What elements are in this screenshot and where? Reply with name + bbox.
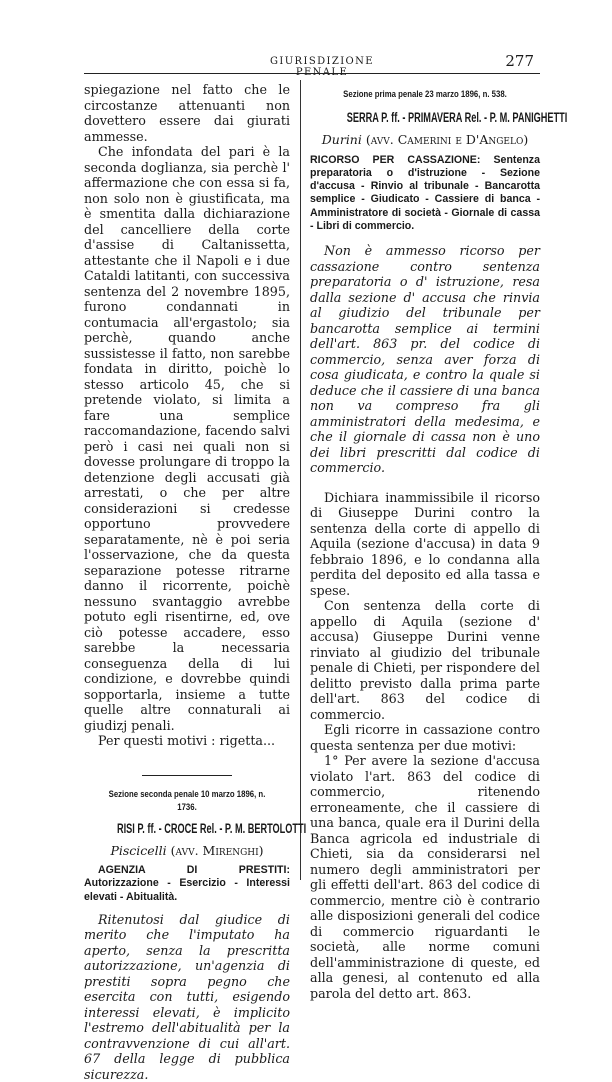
running-title: GIURISDIZIONE PENALE (269, 56, 374, 78)
case-keywords: RICORSO PER CASSAZIONE: Sentenza preparatoria o d'istruzione - Sezione d'accusa - Rinvio al tribunale - Bancarotta semplice - Giudicato - Cassiere di banca - Amministratore di società - Giornale di cassa - Libri di commercio. (310, 153, 540, 232)
case-counsel-line (310, 132, 540, 148)
right-column (310, 88, 568, 1001)
case-parties: RISI P. ff. - CROCE Rel. - P. M. BERTOLOTTI (116, 820, 307, 836)
case-counsel-line (84, 843, 290, 859)
case-keywords: AGENZIA DI PRESTITI: Autorizzazione - Esercizio - Interessi elevati - Abitualità. (84, 864, 290, 903)
right-paragraph-first-ground: 1° Per avere la sezione d'accusa violato l'art. 863 del codice di commercio, ritenendo erroneamente, che il cassiere di una banca, quale era il Durini della Banca agricola ed industriale di Chieti, sia da considerarsi nel numero degli amministratori per gli effetti dell'art. 863 del codice di commercio, mentre ciò è contrario alle disposizioni generali del codice di commercio riguardanti le società, alle norme comuni dell'amministrazione di queste, ed alla genesi, al contenuto ed alla parola del detto art. 863. (310, 753, 540, 1001)
left-column (84, 82, 307, 1082)
right-paragraph-ruling: Dichiara inammissibile il ricorso di Giuseppe Durini contro la sentenza della corte di appello di Aquila (sezione d'accusa) in data 9 febbraio 1896, e lo condanna alla perdita del deposito ed alla tassa e spese. (310, 489, 540, 598)
column-divider (300, 80, 301, 880)
left-paragraph-body: Che infondata del pari è la seconda doglianza, sia perchè l' affermazione che con essa si fa, non solo non è giustificata, ma è smentita dalla dichiarazione del cancelliere della corte d'assise di Caltanissetta, attestante che il Napoli e i due Cataldi latitanti, con successiva sentenza del 2 novembre 1895, furono condannati in contumacia all'ergastolo; sia perchè, quando anche sussistesse il fatto, non sarebbe fondata in diritto, poichè lo stesso articolo 45, che si pretende violato, si limita a fare una semplice raccomandazione, facendo salvi però i casi nei quali non si dovesse prolungare di troppo la detenzione degli accusati già arrestati, o che per altre considerazioni si credesse opportuno provvedere separatamente, nè è poi seria l'osservazione, che da questa separazione potesse ritrarne danno il ricorrente, poichè nessuno svantaggio avrebbe potuto egli risentirne, ed, ove ciò potesse accadere, esso sarebbe la necessaria conseguenza della di lui condizione, e dovrebbe quindi sopportarla, insieme a tutte quelle altre connaturali ai giudizj penali. (84, 144, 290, 733)
page-number: 277 (505, 52, 534, 70)
left-paragraph-closing: Per questi motivi : rigetta... (98, 733, 276, 748)
page-header (84, 52, 540, 78)
case-section-heading: Sezione prima penale 23 marzo 1896, n. 538. (343, 89, 507, 100)
case-maxim: Non è ammesso ricorso per cassazione contro sentenza preparatoria o d' istruzione, resa dalla sezione d' accusa che rinvia al giudizio del tribunale per bancarotta semplice ai termini dell'art. 863 pr. del codice di commercio, senza aver forza di cosa giudicata, e contro la quale si deduce che il cassiere di una banca non va compreso fra gli amministratori della medesima, e che il giornale di cassa non è uno dei libri prescritti dal codice di commercio. (310, 243, 540, 476)
case-section-heading: Sezione seconda penale 10 marzo 1896, n. 1736. (108, 788, 266, 813)
right-paragraph-facts: Con sentenza della corte di appello di Aquila (sezione d' accusa) Giuseppe Durini venne rinviato al giudizio del tribunale penale di Chieti, per rispondere del delitto previsto dalla prima parte dell'art. 863 del codice di commercio. (310, 598, 540, 722)
header-rule (84, 73, 540, 74)
party-name: Piscicelli (110, 842, 167, 858)
case-parties: SERRA P. ff. - PRIMAVERA Rel. - P. M. PANIGHETTI (346, 110, 568, 125)
left-paragraph-continuation: spiegazione nel fatto che le circostanze attenuanti non dovettero essere dai giurati ammesse. (84, 82, 290, 144)
counsel: (avv. Camerini e D'Angelo) (365, 132, 529, 147)
counsel: (avv. Mirenghi) (170, 842, 264, 858)
case-maxim: Ritenutosi dal giudice di merito che l'imputato ha aperto, senza la prescritta autorizzazione, un'agenzia di prestiti sopra pegno che esercita con tutti, esigendo interessi elevati, è implicito l'estremo dell'abitualità per la contravvenzione di cui all'art. 67 della legge di pubblica sicurezza. (84, 911, 290, 1082)
right-paragraph-appeal: Egli ricorre in cassazione contro questa sentenza per due motivi: (310, 722, 540, 753)
party-name: Durini (321, 132, 362, 147)
